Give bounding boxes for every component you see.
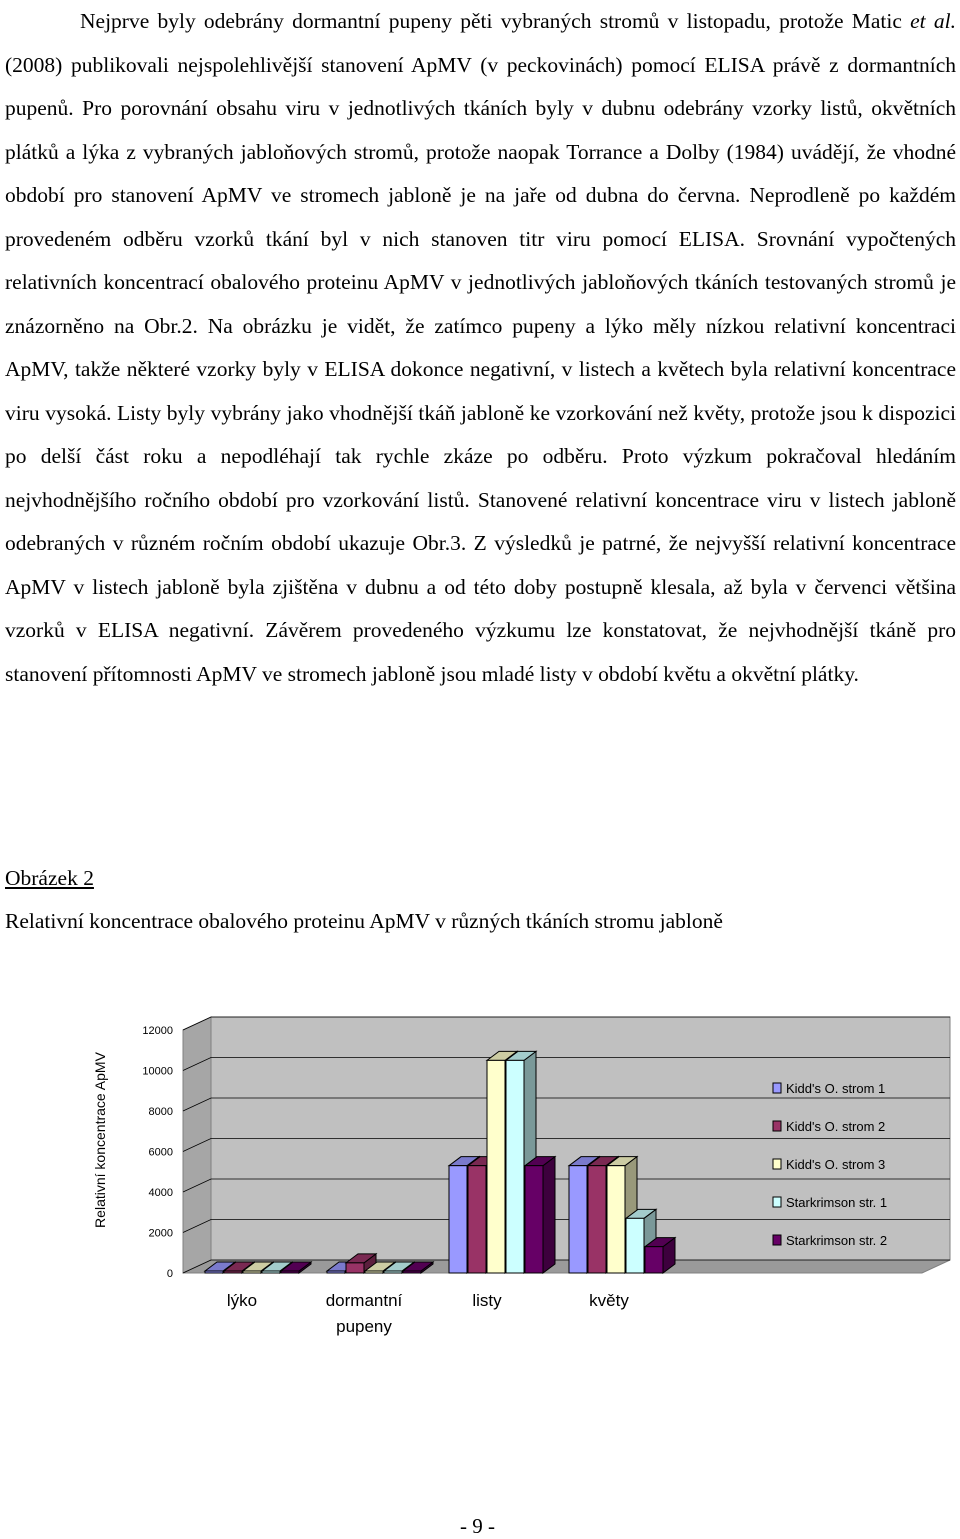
bar-front xyxy=(588,1166,606,1273)
paragraph-text-rest: (2008) publikovali nejspolehlivější stanovení ApMV (v peckovinách) pomocí ELISA právě z dormantních pupenů. Pro porovnání obsahu viru v jednotlivých tkáních byly v dubnu odebrány vzorky listů, okvětních plátků a lýka z vybraných jabloňových stromů, protože naopak Torrance a Dolby (1984) uvádějí, že vhodné období pro stanovení ApMV ve stromech jabloně je na jaře od dubna do června. Neprodleně po každém provedeném odběru vzorků tkání byl v nich stanoven titr viru pomocí ELISA. Srovnání vypočtených relativních koncentrací obalového proteinu ApMV v jednotlivých jabloňových tkáních testovaných stromů je znázorněno na Obr.2. Na obrázku je vidět, že zatímco pupeny a lýko měly nízkou relativní koncentraci ApMV, takže některé vzorky byly v ELISA dokonce negativní, v listech a květech byla relativní koncentrace viru vysoká. Listy byly vybrány jako vhodnější tkáň jabloně ke vzorkování než květy, protože jsou k dispozici po delší část roku a nepodléhají tak rychle zkáze po odběru. Proto výzkum pokračoval hledáním nejvhodnějšího ročního období pro vzorkování listů. Stanovené relativní koncentrace viru v listech jabloně odebraných v různém ročním období ukazuje Obr.3. Z výsledků je patrné, že nejvyšší relativní koncentrace ApMV v listech jabloně byla zjištěna v dubnu a od této doby postupně klesala, až byla v červenci většina vzorků v ELISA negativní. Závěrem provedeného výzkumu lze konstatovat, že nejvhodnější tkáně pro stanovení přítomnosti ApMV ve stromech jabloně jsou mladé listy v období květu a okvětní plátky. xyxy=(5,52,956,686)
bar-front xyxy=(262,1271,280,1273)
legend-label: Kidd's O. strom 2 xyxy=(786,1119,886,1134)
bar-front xyxy=(365,1271,383,1273)
bar-front xyxy=(346,1263,364,1273)
figure-caption: Relativní koncentrace obalového proteinu ApMV v různých tkáních stromu jabloně xyxy=(5,909,723,933)
bar-front xyxy=(506,1060,524,1273)
x-tick-label: dormantní xyxy=(325,1291,403,1310)
bar xyxy=(525,1157,555,1273)
bar-front xyxy=(205,1271,223,1273)
bar-front xyxy=(569,1166,587,1273)
y-axis-label: Relativní koncentrace ApMV xyxy=(92,1052,108,1228)
et-al-italic: et al. xyxy=(910,9,956,33)
legend-swatch xyxy=(773,1159,781,1169)
bar-front xyxy=(525,1166,543,1273)
page-number: - 9 - xyxy=(460,1514,495,1538)
bar-front xyxy=(224,1271,242,1273)
y-tick-label: 6000 xyxy=(148,1146,173,1159)
bar xyxy=(645,1238,675,1273)
bar-front xyxy=(468,1166,486,1273)
x-tick-label: lýko xyxy=(226,1291,258,1310)
paragraph-text-start: Nejprve byly odebrány dormantní pupeny pěti vybraných stromů v listopadu, protože Matic xyxy=(80,9,911,33)
x-tick-label: květy xyxy=(589,1291,629,1310)
bar-front xyxy=(281,1271,299,1273)
bar-chart xyxy=(0,1000,960,1400)
legend-label: Kidd's O. strom 3 xyxy=(786,1157,886,1172)
legend-label: Kidd's O. strom 1 xyxy=(786,1081,886,1096)
bar-front xyxy=(607,1166,625,1273)
x-tick-label: pupeny xyxy=(336,1317,392,1336)
bar-front xyxy=(645,1247,663,1273)
y-tick-label: 0 xyxy=(166,1268,173,1280)
bar-front xyxy=(384,1271,402,1273)
legend-swatch xyxy=(773,1235,781,1245)
legend-swatch xyxy=(773,1121,781,1131)
legend-swatch xyxy=(773,1197,781,1207)
y-tick-label: 4000 xyxy=(148,1187,173,1199)
y-tick-labels xyxy=(142,1025,173,1280)
bar-side xyxy=(543,1157,555,1273)
y-tick-label: 10000 xyxy=(142,1065,173,1078)
bar-front xyxy=(403,1271,421,1273)
bar-front xyxy=(449,1166,467,1273)
figure-label: Obrázek 2 xyxy=(5,866,94,890)
y-tick-label: 8000 xyxy=(148,1106,173,1118)
bar-front xyxy=(327,1271,345,1273)
x-tick-labels xyxy=(227,1291,629,1336)
legend-swatch xyxy=(773,1083,781,1093)
y-tick-label: 12000 xyxy=(142,1025,173,1037)
legend-label: Starkrimson str. 1 xyxy=(786,1195,888,1210)
bar-front xyxy=(487,1060,505,1273)
legend-label: Starkrimson str. 2 xyxy=(786,1233,888,1248)
body-paragraph xyxy=(5,0,956,696)
bar-front xyxy=(626,1218,644,1273)
bar-front xyxy=(243,1271,261,1273)
x-tick-label: listy xyxy=(472,1291,502,1310)
y-tick-label: 2000 xyxy=(148,1227,173,1240)
